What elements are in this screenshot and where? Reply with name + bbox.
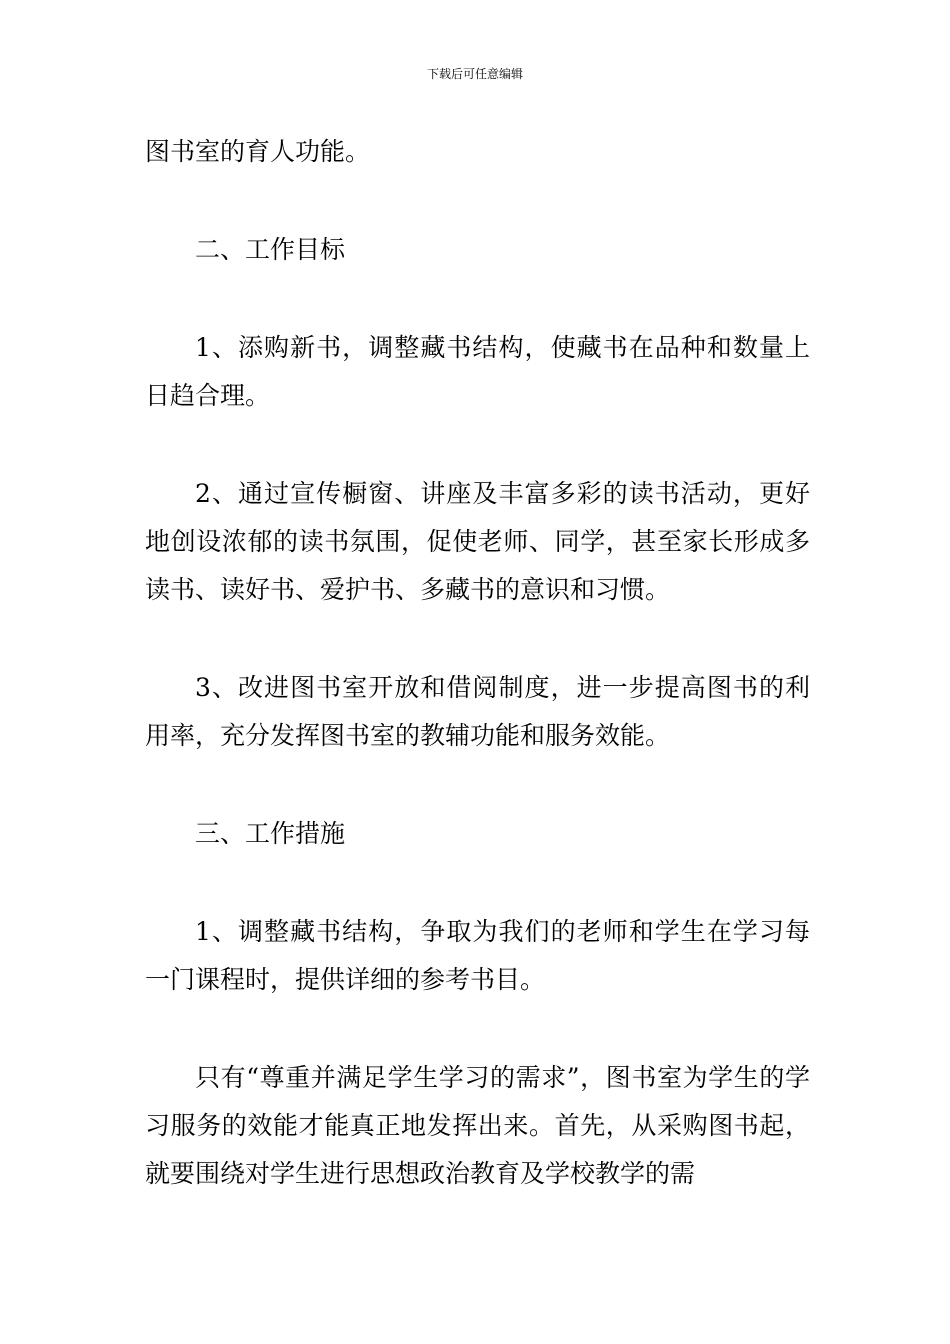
measure-item-1: 1、调整藏书结构，争取为我们的老师和学生在学习每一门课程时，提供详细的参考书目。 xyxy=(145,917,810,994)
document-body xyxy=(145,128,810,1248)
paragraph-continuation: 图书室的育人功能。 xyxy=(145,137,371,166)
goal-item-2: 2、通过宣传橱窗、讲座及丰富多彩的读书活动，更好地创设浓郁的读书氛围，促使老师、同学，甚至家长形成多读书、读好书、爱护书、多藏书的意识和习惯。 xyxy=(145,479,810,604)
section-heading-measures: 三、工作措施 xyxy=(195,819,346,848)
goal-item-3: 3、改进图书室开放和借阅制度，进一步提高图书的利用率，充分发挥图书室的教辅功能和服务效能。 xyxy=(145,673,810,750)
measure-paragraph: 只有“尊重并满足学生学习的需求”，图书室为学生的学习服务的效能才能真正地发挥出来。首先，从采购图书起，就要围绕对学生进行思想政治教育及学校教学的需 xyxy=(145,1063,810,1188)
goal-item-1: 1、添购新书，调整藏书结构，使藏书在品种和数量上日趋合理。 xyxy=(145,333,810,410)
section-heading-goals: 二、工作目标 xyxy=(195,235,346,264)
header-note: 下载后可任意编辑 xyxy=(426,67,523,81)
